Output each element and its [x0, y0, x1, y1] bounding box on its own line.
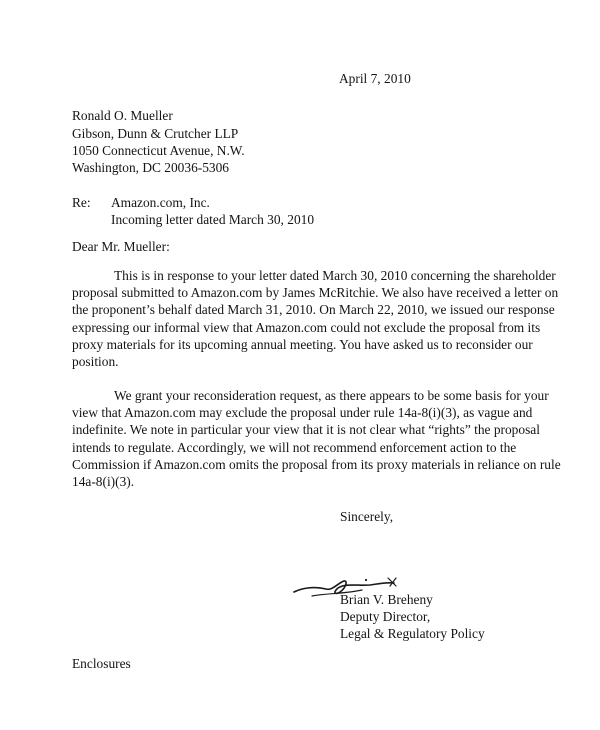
paragraph-1-line: This is in response to your letter dated March 30, 2010 concerning the shareholder	[114, 268, 556, 283]
paragraph-1-line: the proponent’s behalf dated March 31, 2010. On March 22, 2010, we issued our response	[72, 302, 555, 318]
paragraph-2-line: 14a-8(i)(3).	[72, 474, 135, 490]
letter-date: April 7, 2010	[339, 71, 411, 86]
signer-title: Deputy Director,	[340, 609, 431, 624]
salutation: Dear Mr. Mueller:	[72, 239, 170, 254]
signer-office: Legal & Regulatory Policy	[340, 626, 485, 641]
paragraph-1-line: position.	[72, 354, 119, 370]
body-paragraph-2	[72, 387, 561, 490]
re-label: Re:	[72, 195, 91, 210]
paragraph-2-line: view that Amazon.com may exclude the proposal under rule 14a-8(i)(3), as vague and	[72, 405, 533, 421]
re-incoming-letter: Incoming letter dated March 30, 2010	[111, 212, 315, 227]
recipient-firm: Gibson, Dunn & Crutcher LLP	[72, 126, 239, 141]
paragraph-1-line: proxy materials for its upcoming annual meeting. You have asked us to reconsider our	[72, 336, 533, 352]
re-subject: Amazon.com, Inc.	[111, 195, 210, 210]
paragraph-2-line: We grant your reconsideration request, as there appears to be some basis for your	[114, 388, 549, 403]
paragraph-2-line: Commission if Amazon.com omits the proposal from its proxy materials in reliance on rule	[72, 456, 561, 472]
paragraph-1-line: proposal submitted to Amazon.com by James McRitchie. We also have received a letter on	[72, 285, 559, 301]
paragraph-2-line: indefinite. We note in particular your view that it is not clear what “rights” the proposal	[72, 422, 540, 438]
paragraph-1-line: expressing our informal view that Amazon.com could not exclude the proposal from its	[72, 319, 541, 335]
enclosures-note: Enclosures	[72, 656, 131, 671]
recipient-name: Ronald O. Mueller	[72, 108, 173, 123]
recipient-city: Washington, DC 20036-5306	[72, 160, 229, 175]
body-paragraph-1	[72, 267, 557, 370]
recipient-street: 1050 Connecticut Avenue, N.W.	[72, 143, 245, 158]
signer-name: Brian V. Breheny	[340, 592, 433, 607]
closing: Sincerely,	[340, 509, 394, 524]
paragraph-2-line: intends to regulate. Accordingly, we will not recommend enforcement action to the	[72, 439, 517, 455]
